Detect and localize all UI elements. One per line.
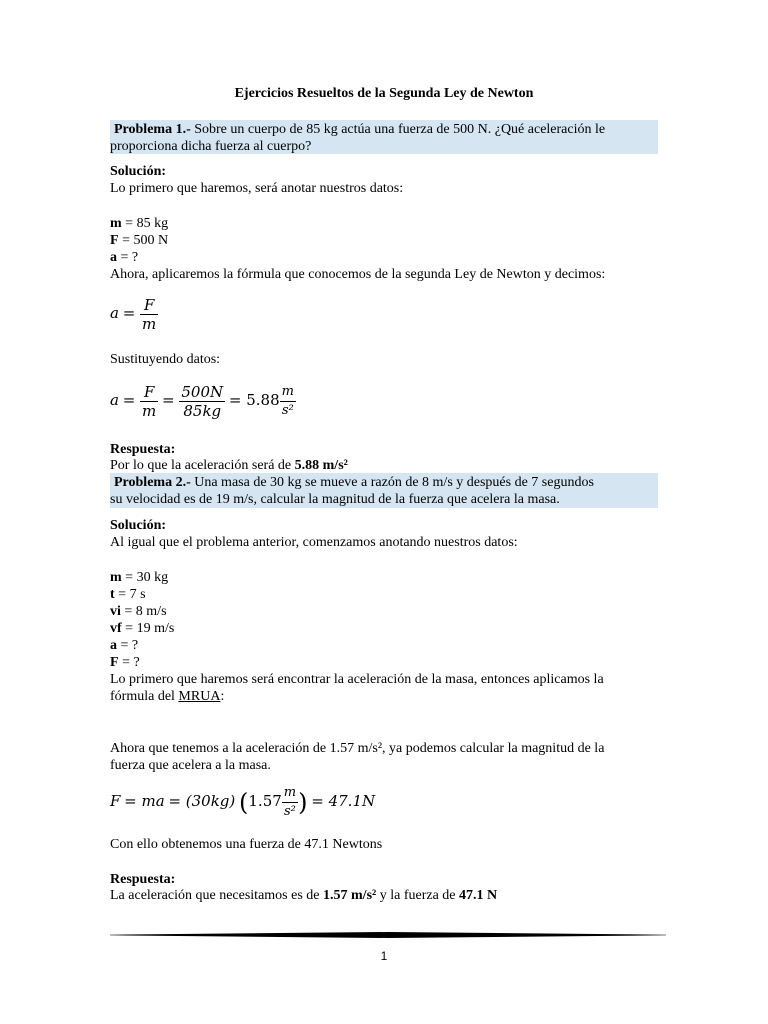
p2-data-t-key: t	[110, 587, 115, 602]
problem-2-label: Problema 2.-	[114, 475, 191, 490]
answer-2-label: Respuesta:	[110, 872, 176, 887]
eq2-lhs: a	[110, 390, 119, 409]
p2-data-vf-value: = 19 m/s	[121, 621, 175, 636]
answer-1-prefix: Por lo que la aceleración será de	[110, 458, 295, 473]
document-title: Ejercicios Resueltos de la Segunda Ley de Newton	[234, 86, 534, 101]
p2-data-a-key: a	[110, 638, 117, 653]
answer-2-text	[110, 887, 497, 904]
footer-divider	[110, 932, 666, 938]
answer-1-text	[110, 457, 348, 474]
now-text-2: fuerza que acelera a la masa.	[110, 758, 271, 773]
solution-1-intro: Lo primero que haremos, será anotar nuestros datos:	[110, 181, 404, 196]
p1-data-a	[110, 249, 138, 266]
eq2-num-2: 500N	[181, 383, 224, 401]
problem-1-text-2: proporciona dicha fuerza al cuerpo?	[110, 139, 312, 154]
mrua-text-2	[110, 688, 224, 705]
p2-data-t-value: = 7 s	[114, 587, 146, 602]
force-result-text: Con ello obtenemos una fuerza de 47.1 Newtons	[110, 837, 383, 852]
p2-data-vi	[110, 603, 167, 620]
equation-newton-second-law: a = $\frac{F}{m}$	[110, 296, 157, 333]
mrua-suffix: :	[220, 689, 225, 704]
p2-data-vi-value: = 8 m/s	[120, 604, 167, 619]
eq2-unit-den: s²	[280, 401, 296, 420]
eq1-fraction	[140, 296, 158, 333]
answer-1-value: 5.88 m/s²	[294, 458, 348, 473]
eq2-fraction-1	[140, 383, 158, 420]
eq1-numerator: F	[143, 296, 155, 314]
eq2-den-1: m	[142, 402, 157, 420]
p2-data-vf	[110, 620, 174, 637]
mrua-text-1: Lo primero que haremos será encontrar la aceleración de la masa, entonces aplicamos la	[110, 672, 604, 687]
p2-data-f-key: F	[110, 655, 119, 670]
solution-2-label: Solución:	[110, 518, 167, 533]
mrua-prefix: fórmula del	[110, 689, 179, 704]
eq2-unit-num: m	[281, 384, 294, 399]
solution-2-intro: Al igual que el problema anterior, comenzamos anotando nuestros datos:	[110, 535, 518, 550]
problem-2-text-1: Una masa de 30 kg se mueve a razón de 8 m/s y después de 7 segundos	[190, 475, 594, 490]
p1-data-m	[110, 215, 168, 232]
p2-data-f-value: = ?	[118, 655, 140, 670]
p2-data-m-key: m	[110, 570, 122, 585]
p2-data-vf-key: vf	[110, 621, 122, 636]
eq3-unit	[282, 784, 298, 821]
p1-data-m-key: m	[110, 216, 122, 231]
eq3-ma: ma	[141, 791, 165, 810]
solution-1-label: Solución:	[110, 164, 167, 179]
now-text-1: Ahora que tenemos a la aceleración de 1.57 m/s², ya podemos calcular la magnitud de la	[110, 741, 605, 756]
eq3-coef: 1.57	[248, 791, 282, 810]
eq2-den-2: 85kg	[179, 401, 225, 420]
equation-force: F = ma = (30kg) (1.57 $\frac{m}{\text{s²}}$ ) = 47.1N	[110, 785, 376, 819]
eq2-unit	[280, 383, 296, 420]
p2-data-m-value: = 30 kg	[121, 570, 169, 585]
answer-2-accel: 1.57 m/s²	[323, 888, 377, 903]
eq3-unit-num: m	[283, 785, 297, 800]
problem-1-label: Problema 1.-	[114, 122, 191, 137]
page-number: 1	[380, 949, 388, 963]
eq3-unit-den: s²	[282, 802, 298, 821]
problem-1-line-1	[114, 121, 605, 138]
eq3-lhs: F	[110, 791, 121, 810]
equation-substitution: a = $\frac{F}{m}$ = $\frac{500N}{85kg}$ = 5.88 $\frac{m}{\text{s²}}$	[110, 383, 294, 420]
p2-data-a	[110, 637, 138, 654]
p2-data-vi-key: vi	[110, 604, 121, 619]
problem-2-line-1	[114, 474, 594, 491]
p1-data-f-value: = 500 N	[118, 233, 169, 248]
eq2-value: 5.88	[246, 390, 280, 409]
p1-data-f-key: F	[110, 233, 119, 248]
p2-data-m	[110, 569, 168, 586]
p1-data-a-key: a	[110, 250, 117, 265]
p2-data-f	[110, 654, 140, 671]
eq2-num-1: F	[143, 383, 155, 401]
substitution-label: Sustituyendo datos:	[110, 352, 221, 367]
p2-data-t	[110, 586, 146, 603]
p1-data-f	[110, 232, 168, 249]
p1-data-m-value: = 85 kg	[121, 216, 169, 231]
p1-data-a-value: = ?	[117, 250, 139, 265]
problem-1-text-1: Sobre un cuerpo de 85 kg actúa una fuerza de 500 N. ¿Qué aceleración le	[190, 122, 606, 137]
eq1-denominator: m	[142, 315, 157, 333]
answer-2-prefix: La aceleración que necesitamos es de	[110, 888, 324, 903]
answer-1-label: Respuesta:	[110, 442, 176, 457]
problem-2-text-2: su velocidad es de 19 m/s, calcular la magnitud de la fuerza que acelera la masa.	[110, 492, 560, 507]
answer-2-middle: y la fuerza de	[376, 888, 460, 903]
p1-apply-text: Ahora, aplicaremos la fórmula que conocemos de la segunda Ley de Newton y decimos:	[110, 267, 606, 282]
eq3-mass: (30kg)	[185, 791, 236, 810]
answer-2-force: 47.1 N	[459, 888, 498, 903]
eq2-fraction-2	[179, 383, 225, 420]
eq1-lhs: a	[110, 303, 119, 322]
eq3-result: 47.1N	[328, 791, 376, 810]
p2-data-a-value: = ?	[117, 638, 139, 653]
mrua-link[interactable]: MRUA	[178, 689, 221, 704]
